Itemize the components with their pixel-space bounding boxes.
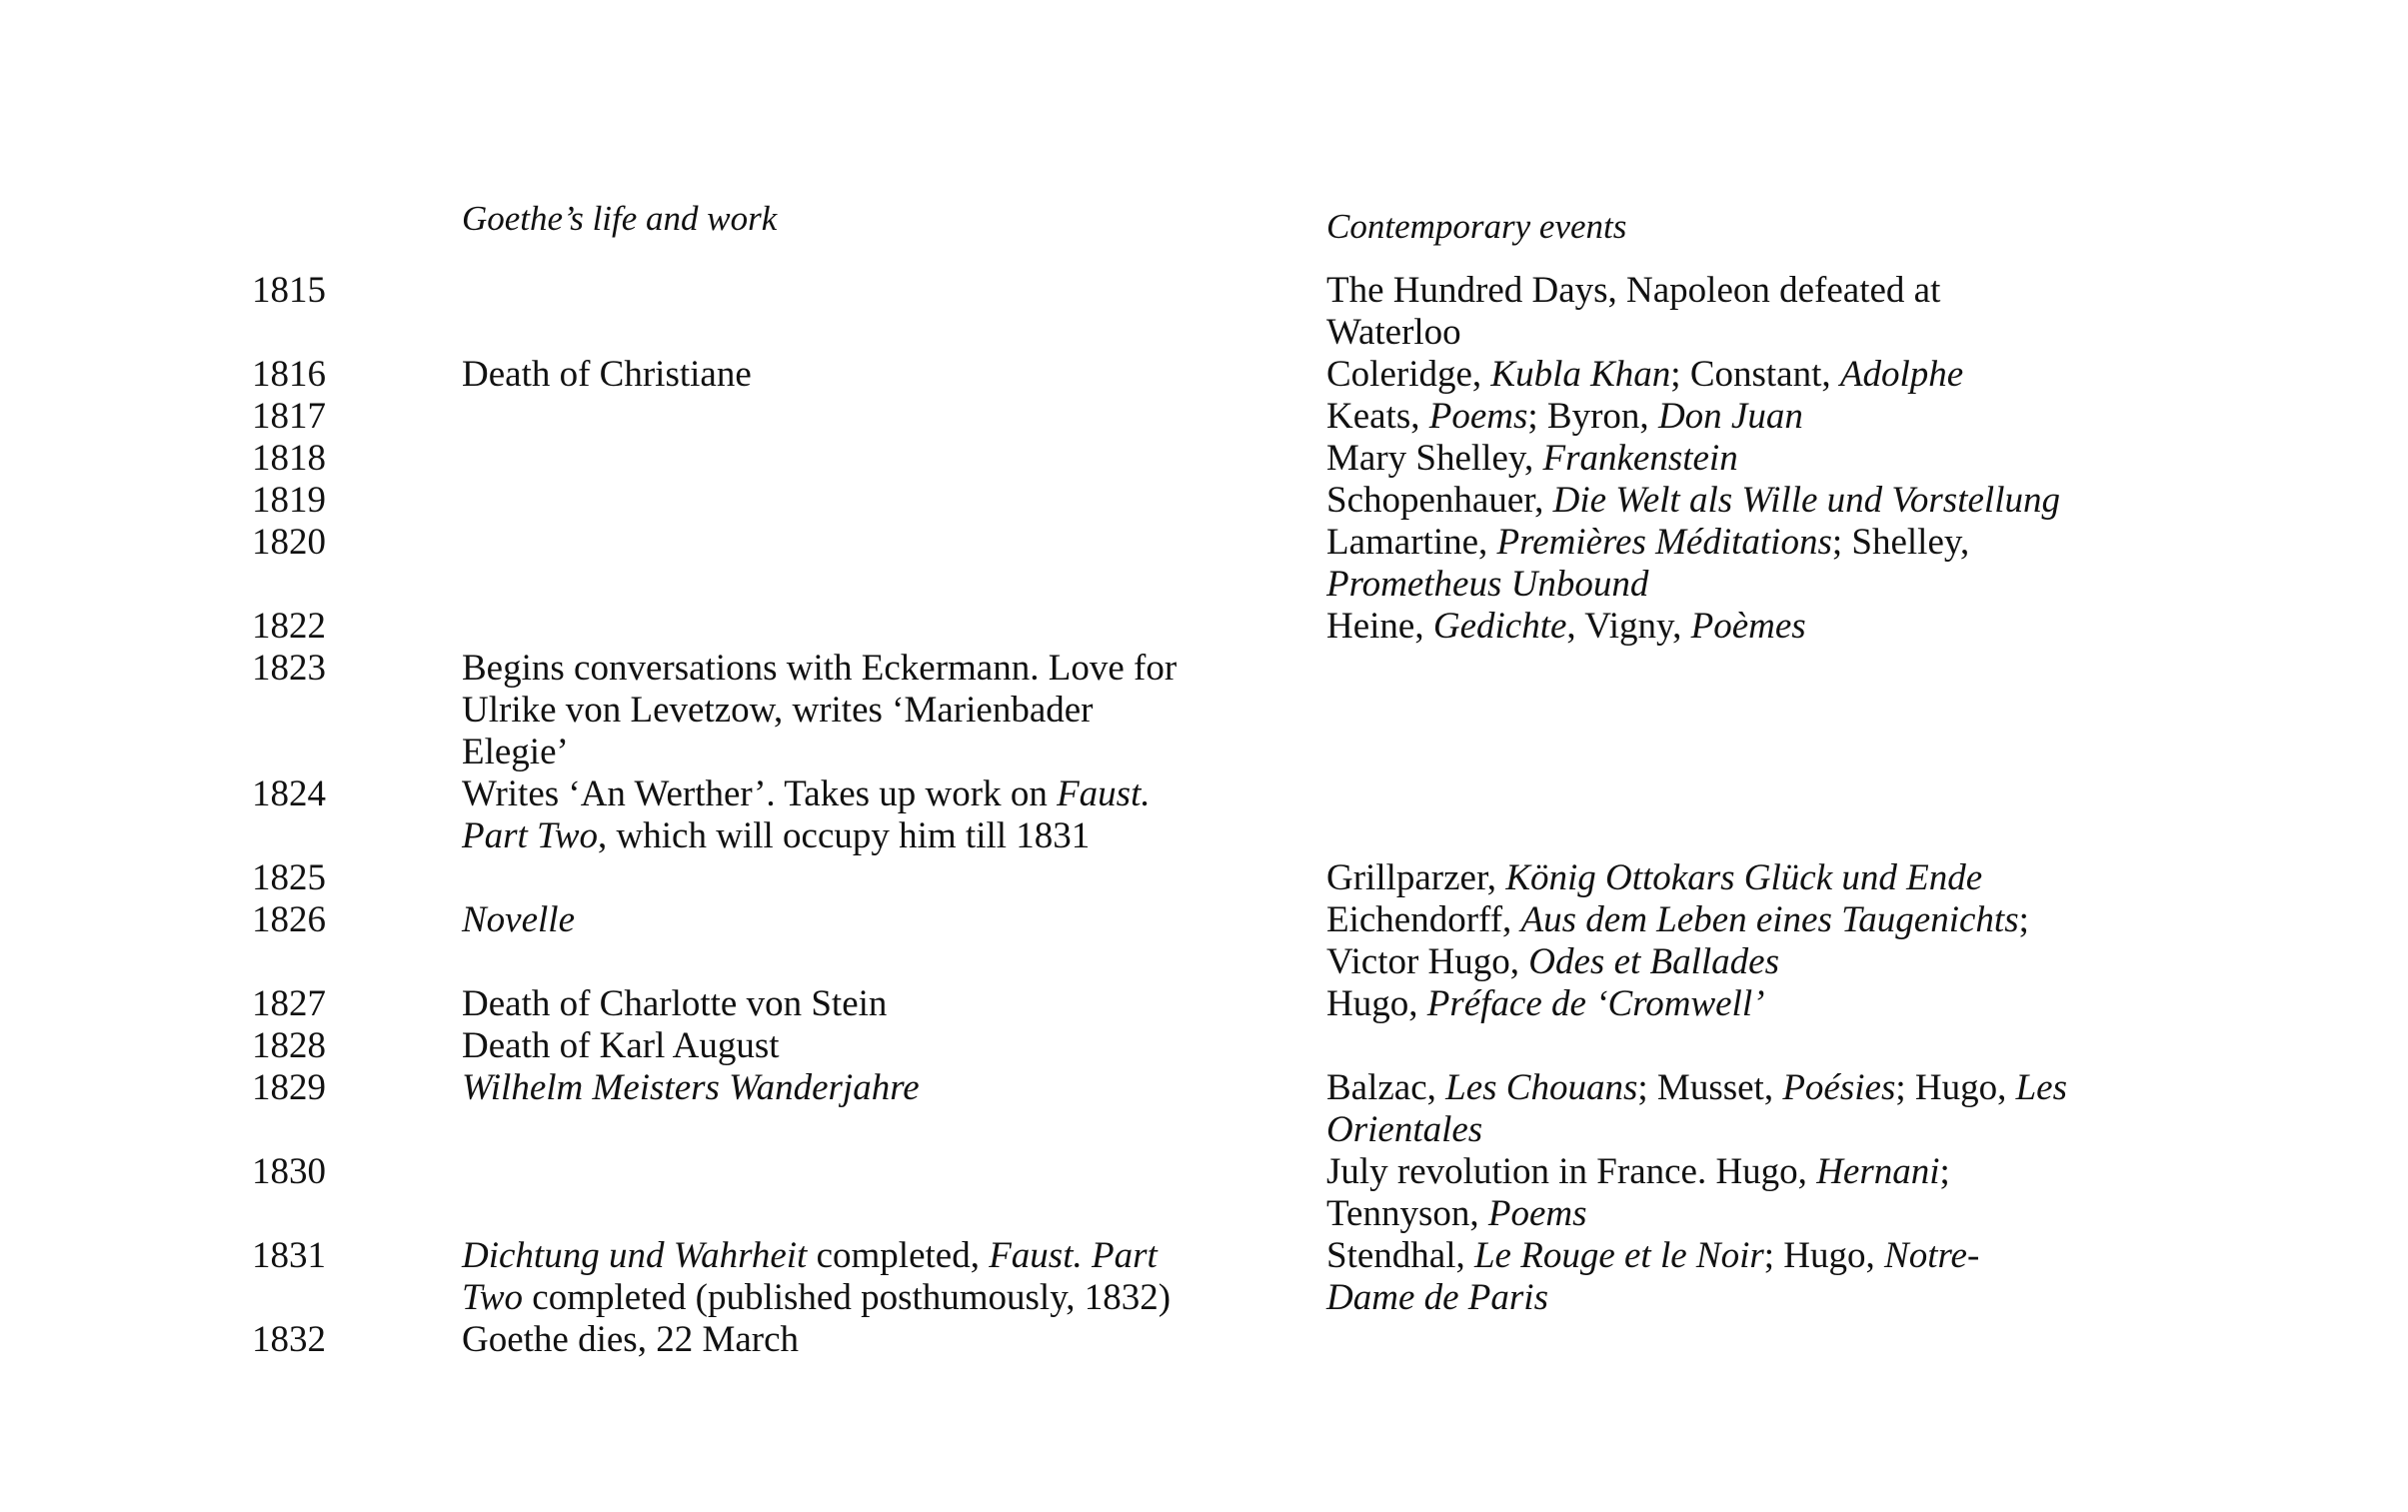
- text-line: [462, 1319, 1241, 1361]
- text-segment: Elegie’: [462, 732, 569, 772]
- chronology-row: [252, 983, 2241, 1025]
- chronology-row: [252, 1235, 2241, 1319]
- text-segment: Ulrike von Levetzow, writes ‘Marienbader: [462, 690, 1094, 731]
- text-line: [1326, 941, 2241, 983]
- text-segment: ;: [2018, 899, 2029, 940]
- chronology-row: [252, 270, 2241, 354]
- text-segment: Victor Hugo,: [1326, 941, 1529, 982]
- goethe-life-cell: [462, 773, 1241, 857]
- contemporary-events-cell: [1326, 1235, 2241, 1319]
- italic-title-text: Hernani: [1816, 1151, 1940, 1192]
- italic-title-text: Prometheus Unbound: [1326, 564, 1649, 605]
- year-cell: 1815: [252, 270, 326, 311]
- contemporary-events-cell: [1326, 480, 2241, 522]
- italic-title-text: Frankenstein: [1542, 438, 1738, 479]
- contemporary-events-cell: [1326, 899, 2241, 983]
- text-line: [462, 983, 1241, 1025]
- contemporary-events-cell: [1326, 857, 2241, 899]
- text-segment: The Hundred Days, Napoleon defeated at: [1326, 270, 1941, 311]
- text-line: [1326, 899, 2241, 941]
- italic-title-text: Wilhelm Meisters Wanderjahre: [462, 1067, 920, 1108]
- text-segment: Keats,: [1326, 396, 1429, 437]
- chronology-row: [252, 1067, 2241, 1151]
- text-segment: Grillparzer,: [1326, 857, 1506, 898]
- year-cell: 1823: [252, 648, 326, 689]
- text-segment: Death of Christiane: [462, 354, 752, 395]
- contemporary-events-cell: [1326, 270, 2241, 354]
- italic-title-text: Don Juan: [1657, 396, 1803, 437]
- text-segment: July revolution in France. Hugo,: [1326, 1151, 1817, 1192]
- italic-title-text: Premières Méditations: [1496, 522, 1832, 563]
- goethe-life-cell: [462, 1067, 1241, 1109]
- text-segment: Balzac,: [1326, 1067, 1446, 1108]
- text-segment: completed (published posthumously, 1832): [523, 1277, 1172, 1318]
- text-segment: Writes ‘An Werther’. Takes up work on: [462, 773, 1058, 814]
- text-segment: Hugo,: [1326, 983, 1427, 1024]
- chronology-row: [252, 606, 2241, 648]
- contemporary-events-cell: [1326, 1067, 2241, 1151]
- chronology-row: [252, 1025, 2241, 1067]
- goethe-life-cell: [462, 983, 1241, 1025]
- text-line: [1326, 354, 2241, 396]
- text-segment: Death of Charlotte von Stein: [462, 983, 888, 1024]
- italic-title-text: Die Welt als Wille und Vorstellung: [1552, 480, 2060, 521]
- text-segment: ; Shelley,: [1831, 522, 1970, 563]
- italic-title-text: Poésies: [1782, 1067, 1896, 1108]
- text-line: [462, 1067, 1241, 1109]
- goethe-life-cell: [462, 1319, 1241, 1361]
- text-line: [462, 690, 1241, 732]
- chronology-row: [252, 480, 2241, 522]
- text-line: [462, 732, 1241, 773]
- text-segment: Death of Karl August: [462, 1025, 780, 1066]
- chronology-row: [252, 396, 2241, 438]
- text-line: [1326, 522, 2241, 564]
- year-cell: 1822: [252, 606, 326, 647]
- year-cell: 1816: [252, 354, 326, 395]
- text-segment: Waterloo: [1326, 312, 1461, 353]
- year-cell: 1824: [252, 773, 326, 814]
- goethe-life-cell: [462, 354, 1241, 396]
- text-segment: Lamartine,: [1326, 522, 1497, 563]
- italic-title-text: Aus dem Leben eines Taugenichts: [1520, 899, 2019, 940]
- text-segment: Coleridge,: [1326, 354, 1491, 395]
- chronology-row: [252, 354, 2241, 396]
- text-line: [1326, 606, 2241, 648]
- text-segment: ; Constant,: [1670, 354, 1840, 395]
- year-cell: 1819: [252, 480, 326, 521]
- italic-title-text: Part Two: [462, 815, 599, 856]
- italic-title-text: Les Chouans: [1445, 1067, 1638, 1108]
- italic-title-text: Gedichte: [1432, 606, 1567, 647]
- italic-title-text: Faust.: [1057, 773, 1151, 814]
- italic-title-text: Notre-: [1884, 1235, 1980, 1276]
- text-segment: ; Hugo,: [1763, 1235, 1885, 1276]
- goethe-life-cell: [462, 648, 1241, 773]
- text-line: [1326, 396, 2241, 438]
- chronology-table: [252, 270, 2241, 1361]
- year-cell: 1830: [252, 1151, 326, 1192]
- text-segment: Tennyson,: [1326, 1193, 1488, 1234]
- text-line: [1326, 1067, 2241, 1109]
- text-line: [1326, 1193, 2241, 1235]
- italic-title-text: Poems: [1487, 1193, 1587, 1234]
- text-line: [1326, 1151, 2241, 1193]
- contemporary-events-cell: [1326, 522, 2241, 606]
- text-segment: , Vigny,: [1566, 606, 1691, 647]
- italic-title-text: Faust. Part: [989, 1235, 1158, 1276]
- italic-title-text: Le Rouge et le Noir: [1473, 1235, 1764, 1276]
- year-cell: 1828: [252, 1025, 326, 1066]
- text-line: [1326, 270, 2241, 312]
- goethe-life-cell: [462, 1235, 1241, 1319]
- contemporary-events-cell: [1326, 983, 2241, 1025]
- italic-title-text: Poems: [1428, 396, 1528, 437]
- year-cell: 1826: [252, 899, 326, 940]
- italic-title-text: Poèmes: [1690, 606, 1806, 647]
- chronology-row: [252, 522, 2241, 606]
- text-segment: ; Byron,: [1527, 396, 1658, 437]
- year-cell: 1832: [252, 1319, 326, 1360]
- italic-title-text: Orientales: [1326, 1109, 1483, 1150]
- text-segment: ; Musset,: [1637, 1067, 1783, 1108]
- contemporary-events-cell: [1326, 606, 2241, 648]
- italic-title-text: Dichtung und Wahrheit: [462, 1235, 808, 1276]
- year-cell: 1829: [252, 1067, 326, 1108]
- chronology-row: [252, 899, 2241, 983]
- year-cell: 1820: [252, 522, 326, 563]
- text-line: [462, 773, 1241, 815]
- year-cell: 1825: [252, 857, 326, 898]
- text-line: [462, 1277, 1241, 1319]
- text-line: [1326, 983, 2241, 1025]
- text-line: [462, 1235, 1241, 1277]
- chronology-row: [252, 857, 2241, 899]
- chronology-row: [252, 1151, 2241, 1235]
- text-segment: , which will occupy him till 1831: [598, 815, 1091, 856]
- text-segment: ;: [1939, 1151, 1950, 1192]
- goethe-life-cell: [462, 1025, 1241, 1067]
- text-line: [462, 648, 1241, 690]
- text-line: [1326, 564, 2241, 606]
- italic-title-text: Odes et Ballades: [1528, 941, 1780, 982]
- text-segment: Heine,: [1326, 606, 1433, 647]
- text-segment: Goethe dies, 22 March: [462, 1319, 800, 1360]
- text-line: [462, 899, 1241, 941]
- text-line: [1326, 1235, 2241, 1277]
- header-contemporary-events: Contemporary events: [1326, 207, 1627, 246]
- italic-title-text: Adolphe: [1839, 354, 1964, 395]
- chronology-row: [252, 648, 2241, 773]
- text-line: [1326, 480, 2241, 522]
- text-line: [462, 354, 1241, 396]
- italic-title-text: Two: [462, 1277, 524, 1318]
- text-segment: Stendhal,: [1326, 1235, 1474, 1276]
- chronology-row: [252, 773, 2241, 857]
- year-cell: 1831: [252, 1235, 326, 1276]
- italic-title-text: Dame de Paris: [1326, 1277, 1548, 1318]
- text-segment: Begins conversations with Eckermann. Love for: [462, 648, 1178, 689]
- text-segment: Eichendorff,: [1326, 899, 1521, 940]
- italic-title-text: Novelle: [462, 899, 576, 940]
- italic-title-text: König Ottokars Glück und Ende: [1505, 857, 1983, 898]
- contemporary-events-cell: [1326, 396, 2241, 438]
- contemporary-events-cell: [1326, 1151, 2241, 1235]
- contemporary-events-cell: [1326, 354, 2241, 396]
- year-cell: 1818: [252, 438, 326, 479]
- text-line: [1326, 312, 2241, 354]
- text-segment: Mary Shelley,: [1326, 438, 1543, 479]
- text-line: [1326, 1109, 2241, 1151]
- text-segment: Schopenhauer,: [1326, 480, 1553, 521]
- contemporary-events-cell: [1326, 438, 2241, 480]
- text-line: [1326, 857, 2241, 899]
- text-line: [462, 815, 1241, 857]
- text-segment: completed,: [807, 1235, 990, 1276]
- header-goethes-life-and-work: Goethe’s life and work: [462, 199, 778, 238]
- chronology-row: [252, 1319, 2241, 1361]
- text-line: [1326, 1277, 2241, 1319]
- goethe-life-cell: [462, 899, 1241, 941]
- text-line: [1326, 438, 2241, 480]
- chronology-row: [252, 438, 2241, 480]
- text-line: [462, 1025, 1241, 1067]
- year-cell: 1827: [252, 983, 326, 1024]
- text-segment: ; Hugo,: [1895, 1067, 2016, 1108]
- italic-title-text: Préface de ‘Cromwell’: [1426, 983, 1765, 1024]
- italic-title-text: Kubla Khan: [1490, 354, 1671, 395]
- year-cell: 1817: [252, 396, 326, 437]
- italic-title-text: Les: [2015, 1067, 2068, 1108]
